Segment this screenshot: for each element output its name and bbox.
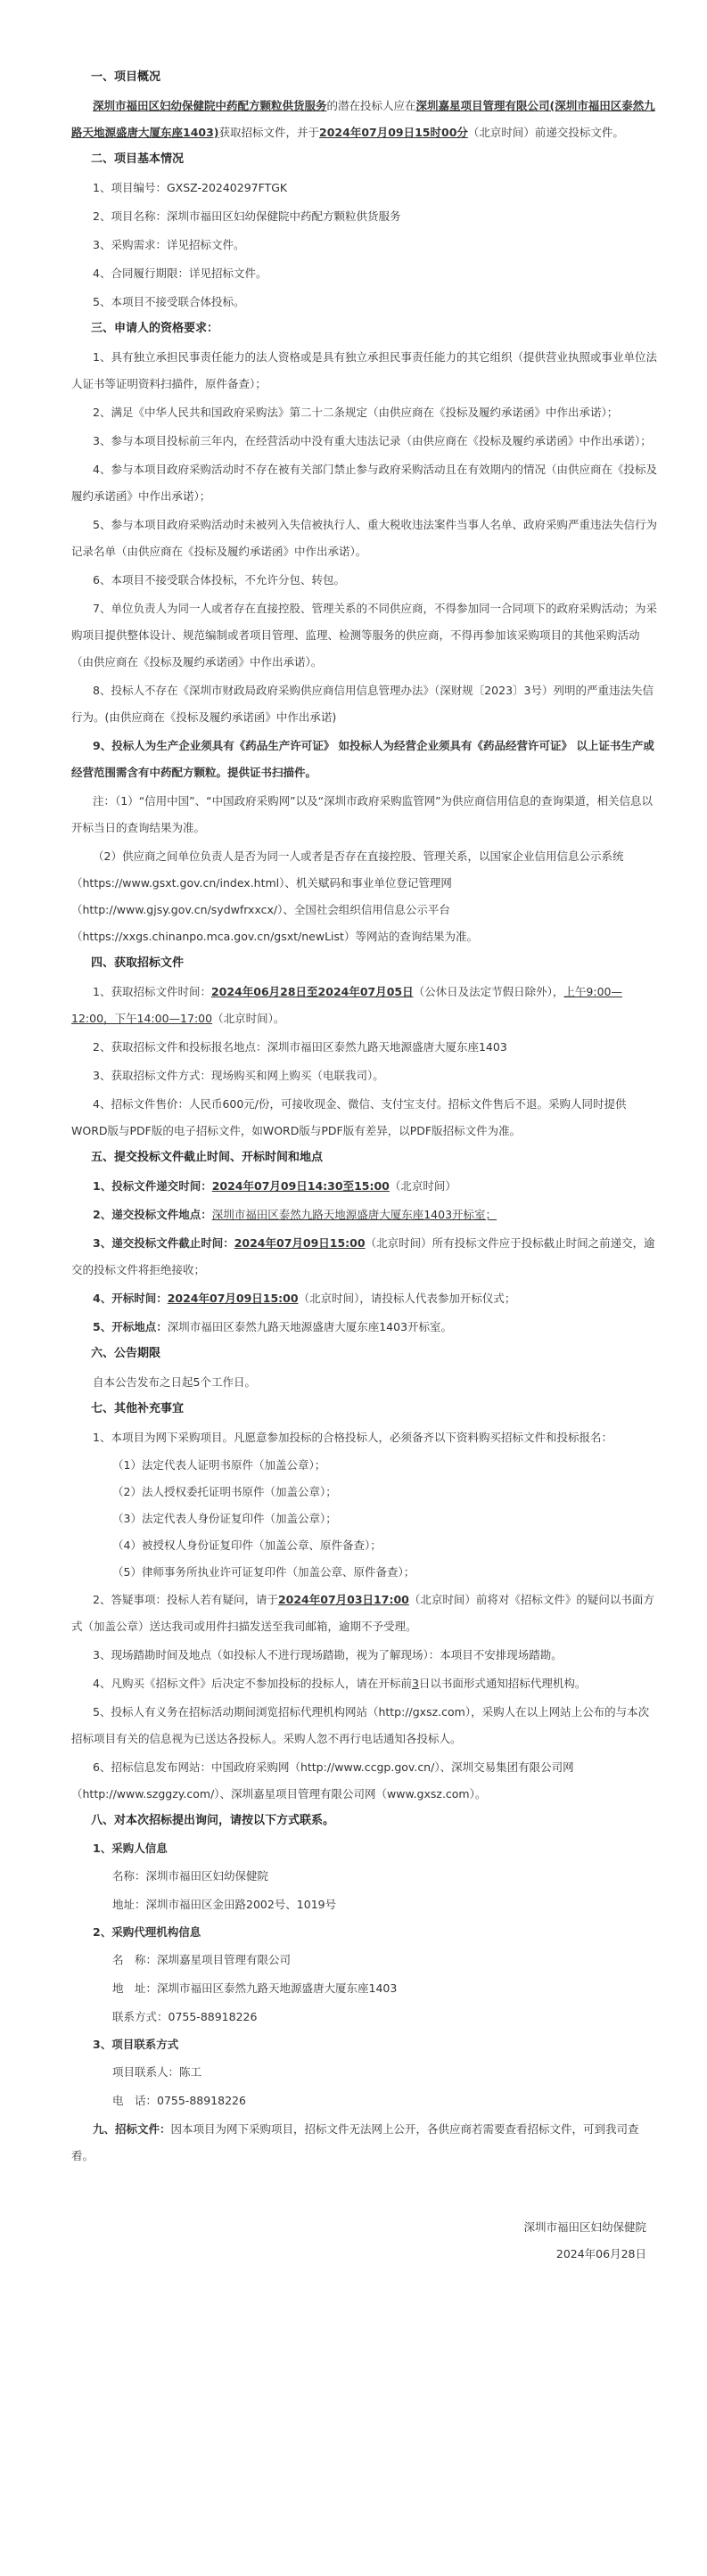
section-4-heading: 四、获取招标文件 — [91, 956, 185, 970]
section-3-heading: 三、申请人的资格要求： — [91, 322, 219, 335]
contact-heading: 3、项目联系方式 — [93, 2038, 179, 2051]
text-span: （北京时间） — [389, 1179, 456, 1193]
list-item — [71, 1670, 659, 1697]
section-8-heading: 八、对本次招标提出询问，请按以下方式联系。 — [91, 1814, 335, 1827]
purchaser-address: 地址：深圳市福田区金田路2002号、1019号 — [112, 1898, 337, 1911]
sub-item: （4）被授权人身份证复印件（加盖公章、原件备查）； — [112, 1538, 382, 1552]
text-span: 获取招标文件，并于 — [218, 126, 320, 139]
purchaser-heading: 1、采购人信息 — [93, 1842, 168, 1855]
signature-org: 深圳市福田区妇幼保健院 — [523, 2220, 646, 2234]
note: （2）供应商之间单位负责人是否为同一人或者是否存在直接控股、管理关系，以国家企业信用信息公示系统（https://www.gsxt.gov.cn/index.html）、机关赋码和事业单位登记管理网（http://www.gjsy.gov.cn/sydwfrxxcx/）、全国社会组织信用信息公示平台（https://xxgs.chinanpo.mca.gov.cn/gsxt/newList）等网站的查询结果为准。 — [71, 849, 624, 943]
text-span: （北京时间）前将对《招标文件》的疑问以书面方式（加盖公章）送达我司或用件扫描发送至我司邮箱，逾期不予受理。 — [71, 1593, 654, 1633]
text-span: （北京时间）所有投标文件应于投标截止时间之前递交，逾交的投标文件将拒绝接收； — [71, 1236, 655, 1276]
list-item: 4、招标文件售价：人民币600元/份，可接收现金、微信、支付宝支付。招标文件售后不退。采购人同时提供WORD版与PDF版的电子招标文件，如WORD版与PDF版有差异，以PDF版招标文件为准。 — [71, 1097, 627, 1137]
list-item: 5、投标人有义务在招标活动期间浏览招标代理机构网站（http://gxsz.com），采购人在以上网站上公布的与本次招标项目有关的信息视为已送达各投标人。采购人忽不再行电话通知各投标人。 — [71, 1705, 650, 1745]
text-span: 日以书面形式通知招标代理机构。 — [418, 1677, 587, 1690]
list-item: 1、具有独立承担民事责任能力的法人资格或是具有独立承担民事责任能力的其它组织（提供营业执照或事业单位法人证书等证明资料扫描件，原件备查）； — [71, 350, 657, 390]
question-deadline: 2024年07月03日17:00 — [277, 1593, 409, 1606]
list-item: 8、投标人不存在《深圳市财政局政府采购供应商信用信息管理办法》（深财规〔2023〕3号）列明的严重违法失信行为。(由供应商在《投标及履约承诺函》中作出承诺) — [71, 684, 654, 724]
text-span: 4、开标时间： — [93, 1292, 168, 1305]
list-item: 3、获取招标文件方式：现场购买和网上购买（电联我司）。 — [93, 1069, 384, 1082]
list-item: 7、单位负责人为同一人或者存在直接控股、管理关系的不同供应商，不得参加同一合同项下的政府采购活动；为采购项目提供整体设计、规范编制或者项目管理、监理、检测等服务的供应商，不得再参加该采购项目的其他采购活动（由供应商在《投标及履约承诺函》中作出承诺）。 — [71, 602, 657, 669]
text-span: 3、递交投标文件截止时间： — [93, 1236, 234, 1250]
agency-name-address: 深圳嘉星项目管理有限公司(深圳市福田区泰然九路天地源盛唐大厦东座1403) — [71, 99, 655, 139]
text-span: 的潜在投标人应在 — [326, 99, 416, 112]
agency-address: 地 址：深圳市福田区泰然九路天地源盛唐大厦东座1403 — [112, 1981, 398, 1995]
section-6-heading: 六、公告期限 — [91, 1347, 161, 1360]
section-2-heading: 二、项目基本情况 — [91, 152, 185, 166]
list-item — [71, 1230, 659, 1284]
section-9-text: 因本项目为网下采购项目，招标文件无法网上公开，各供应商若需要查看招标文件，可到我司查看。 — [71, 2122, 639, 2162]
contact-phone: 电 话：0755-88918226 — [112, 2094, 246, 2107]
notice-days: 3 — [411, 1677, 419, 1690]
list-item — [71, 1285, 659, 1312]
section-7-heading: 七、其他补充事宜 — [91, 1402, 185, 1415]
text-span: （北京时间）。 — [212, 1012, 285, 1025]
section-9 — [71, 2116, 659, 2170]
list-item: 6、招标信息发布网站：中国政府采购网（http://www.ccgp.gov.cn/）、深圳交易集团有限公司网（http://www.szggzy.com/）、深圳嘉星项目管理有限公司网（www.gxsz.com）。 — [71, 1760, 574, 1801]
sub-item: （2）法人授权委托证明书原件（加盖公章）； — [112, 1485, 337, 1498]
list-item: 2、获取招标文件和投标报名地点：深圳市福田区泰然九路天地源盛唐大厦东座1403 — [93, 1040, 507, 1054]
text-span: 1、投标文件递交时间： — [93, 1179, 212, 1193]
section-5-heading: 五、提交投标文件截止时间、开标时间和地点 — [91, 1151, 324, 1164]
list-item: 5、本项目不接受联合体投标。 — [93, 295, 245, 308]
text-span: （北京时间），请投标人代表参加开标仪式； — [298, 1292, 516, 1305]
list-item: 4、参与本项目政府采购活动时不存在被有关部门禁止参与政府采购活动且在有效期内的情况（由供应商在《投标及履约承诺函》中作出承诺）； — [71, 463, 657, 503]
text-span: 2、答疑事项：投标人若有疑问，请于 — [93, 1593, 278, 1606]
submission-time: 2024年07月09日14:30至15:00 — [211, 1179, 390, 1193]
section-9-heading: 九、招标文件： — [93, 2122, 171, 2136]
office-hours: 上午9:00—12:00，下午14:00—17:00 — [71, 985, 622, 1025]
contact-person: 项目联系人：陈工 — [112, 2065, 202, 2079]
list-item — [71, 1587, 659, 1640]
section-1-heading: 一、项目概况 — [91, 70, 161, 84]
list-item: 2、项目名称：深圳市福田区妇幼保健院中药配方颗粒供货服务 — [93, 209, 401, 223]
text-span: 4、凡购买《招标文件》后决定不参加投标的投标人，请在开标前 — [93, 1677, 412, 1690]
deadline: 2024年07月09日15时00分 — [319, 126, 468, 139]
signature-date: 2024年06月28日 — [555, 2247, 646, 2260]
list-item: 2、满足《中华人民共和国政府采购法》第二十二条规定（由供应商在《投标及履约承诺函》中作出承诺）； — [93, 406, 619, 419]
opening-time: 2024年07月09日15:00 — [167, 1292, 299, 1305]
list-item — [71, 979, 659, 1032]
section-1-paragraph — [71, 93, 659, 146]
list-item — [71, 1173, 659, 1200]
purchase-period: 2024年06月28日至2024年07月05日 — [210, 985, 414, 998]
note: 注：（1）“信用中国”、“中国政府采购网”以及“深圳市政府采购监管网”为供应商信用信息的查询渠道，相关信息以开标当日的查询结果为准。 — [71, 794, 654, 834]
text-span: （公休日及法定节假日除外）， — [413, 985, 564, 998]
list-item: 1、项目编号：GXSZ-20240297FTGK — [93, 181, 288, 194]
sub-item: （5）律师事务所执业许可证复印件（加盖公章、原件备查）； — [112, 1565, 415, 1579]
text-span: （北京时间）前递交投标文件。 — [467, 126, 624, 139]
list-item: 6、本项目不接受联合体投标，不允许分包、转包。 — [93, 573, 345, 587]
agency-phone: 联系方式：0755-88918226 — [112, 2010, 258, 2023]
license-requirement: 9、投标人为生产企业须具有《药品生产许可证》 如投标人为经营企业须具有《药品经营许可证》 以上证书生产或经营范围需含有中药配方颗粒。提供证书扫描件。 — [71, 739, 654, 779]
list-item: 4、合同履行期限：详见招标文件。 — [93, 267, 267, 280]
text-span: 2、递交投标文件地点： — [93, 1208, 212, 1221]
text-span: 1、获取招标文件时间： — [93, 985, 211, 998]
purchaser-name: 名称：深圳市福田区妇幼保健院 — [112, 1869, 269, 1883]
sub-item: （3）法定代表人身份证复印件（加盖公章）； — [112, 1512, 337, 1525]
announcement-period: 自本公告发布之日起5个工作日。 — [93, 1375, 256, 1389]
list-item: 5、参与本项目政府采购活动时未被列入失信被执行人、重大税收违法案件当事人名单、政府采购严重违法失信行为记录名单（由供应商在《投标及履约承诺函》中作出承诺）。 — [71, 518, 657, 558]
submission-deadline: 2024年07月09日15:00 — [234, 1236, 366, 1250]
list-item: 3、现场踏勘时间及地点（如投标人不进行现场踏勘，视为了解现场）：本项目不安排现场踏勘。 — [93, 1648, 563, 1661]
agency-heading: 2、采购代理机构信息 — [93, 1925, 201, 1939]
list-item — [71, 1314, 659, 1341]
agency-name: 名 称：深圳嘉星项目管理有限公司 — [112, 1953, 292, 1966]
list-item: 3、采购需求：详见招标文件。 — [93, 238, 245, 251]
list-item: 1、本项目为网下采购项目。凡愿意参加投标的合格投标人，必须备齐以下资料购买招标文件和投标报名： — [93, 1431, 612, 1444]
text-span: 5、开标地点： — [93, 1320, 168, 1333]
opening-place: 深圳市福田区泰然九路天地源盛唐大厦东座1403开标室。 — [167, 1320, 453, 1333]
sub-item: （1）法定代表人证明书原件（加盖公章）； — [112, 1458, 326, 1472]
project-name: 深圳市福田区妇幼保健院中药配方颗粒供货服务 — [93, 99, 327, 112]
list-item — [71, 1202, 659, 1228]
list-item: 3、参与本项目投标前三年内，在经营活动中没有重大违法记录（由供应商在《投标及履约承诺函》中作出承诺）； — [93, 434, 652, 447]
submission-place: 深圳市福田区泰然九路天地源盛唐大厦东座1403开标室； — [211, 1208, 497, 1221]
